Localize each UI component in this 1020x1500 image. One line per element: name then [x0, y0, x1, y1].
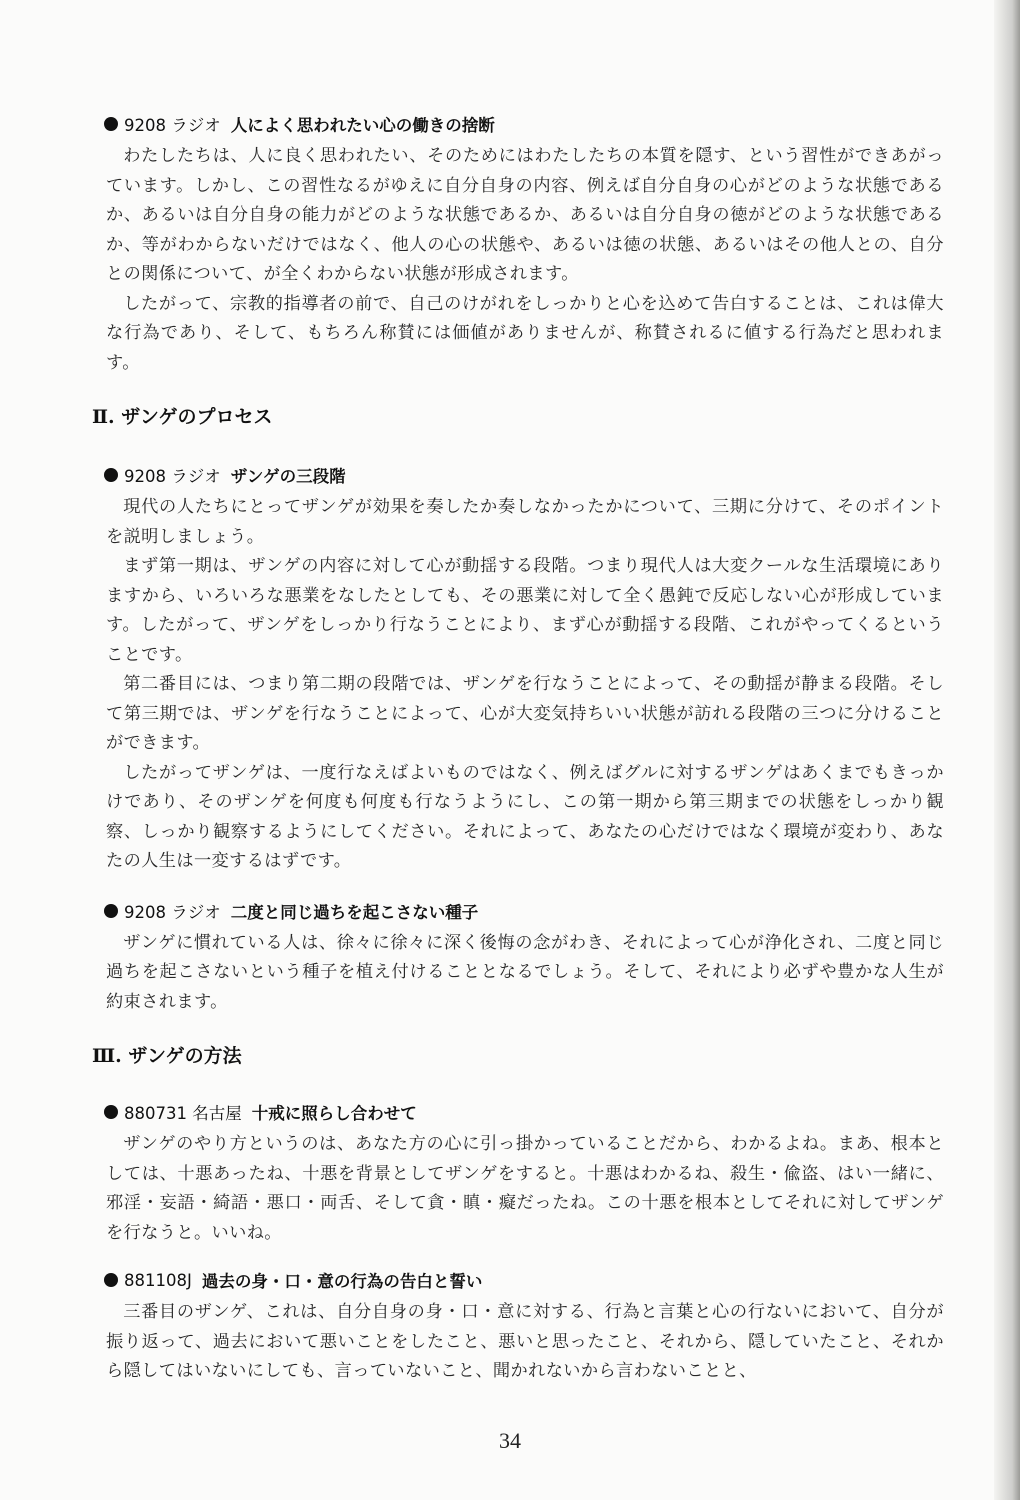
paragraph: したがってザンゲは、一度行なえばよいものではなく、例えばグルに対するザンゲはあくまでもきっかけであり、そのザンゲを何度も何度も行なうようにし、この第一期から第三期までの状態をしっかり観察、しっかり観察するようにしてください。それによって、あなたの心だけではなく環境が変わり、あなたの人生は一変するはずです。	[106, 762, 944, 871]
entry-heading	[104, 1100, 944, 1124]
entry	[94, 112, 944, 378]
entry-title: 二度と同じ過ちを起こさない種子	[230, 902, 479, 922]
section-title: Ⅱ. ザンゲのプロセス	[92, 406, 273, 428]
paragraph: したがって、宗教的指導者の前で、自己のけがれをしっかりと心を込めて告白することは、これは偉大な行為であり、そして、もちろん称賛には価値がありませんが、称賛されるに値する行為だと思われます。	[106, 293, 944, 373]
entry-source-code: 881108J	[124, 1270, 192, 1290]
entry-heading	[104, 899, 944, 923]
bullet-icon	[104, 1105, 118, 1119]
entry-source-code: 9208 ラジオ	[124, 902, 221, 922]
bullet-icon	[104, 904, 118, 918]
entry	[94, 899, 944, 1018]
page-number: 34	[499, 1428, 521, 1453]
paragraph: まず第一期は、ザンゲの内容に対して心が動揺する段階。つまり現代人は大変クールな生活環境にありますから、いろいろな悪業をなしたとしても、その悪業に対して全く愚鈍で反応しない心が形成しています。したがって、ザンゲをしっかり行なうことにより、まず心が動揺する段階、これがやってくるということです。	[106, 556, 944, 665]
entry-heading	[104, 463, 944, 487]
paragraph: わたしたちは、人に良く思われたい、そのためにはわたしたちの本質を隠す、という習性ができあがっています。しかし、この習性なるがゆえに自分自身の内容、例えば自分自身の心がどのような状態であるか、あるいは自分自身の能力がどのような状態であるか、あるいは自分自身の徳がどのような状態であるか、等がわからないだけではなく、他人の心の状態や、あるいは徳の状態、あるいはその他人との、自分との関係について、が全くわからない状態が形成されます。	[106, 146, 944, 284]
entry-heading	[104, 112, 944, 136]
paragraph: 第二番目には、つまり第二期の段階では、ザンゲを行なうことによって、その動揺が静まる段階。そして第三期では、ザンゲを行なうことによって、心が大変気持ちいい状態が訪れる段階の三つに分けることができます。	[106, 674, 944, 753]
entry	[94, 1268, 944, 1387]
paragraph: 現代の人たちにとってザンゲが効果を奏したか奏しなかったかについて、三期に分けて、そのポイントを説明しましょう。	[106, 497, 944, 547]
section-title: Ⅲ. ザンゲの方法	[92, 1045, 242, 1067]
entry-title: ザンゲの三段階	[230, 467, 346, 486]
entry-title: 過去の身・口・意の行為の告白と誓い	[201, 1272, 483, 1291]
paragraph: ザンゲのやり方というのは、あなた方の心に引っ掛かっていることだから、わかるよね。まあ、根本としては、十悪あったね、十悪を背景としてザンゲをすると。十悪はわかるね、殺生・偸盗、はい一緒に、邪淫・妄語・綺語・悪口・両舌、そして貪・瞋・癡だったね。この十悪を根本としてそれに対してザンゲを行なうと。いいね。	[106, 1134, 944, 1243]
paragraph: 三番目のザンゲ、これは、自分自身の身・口・意に対する、行為と言葉と心の行ないにおいて、自分が振り返って、過去において悪いことをしたこと、悪いと思ったこと、それから、隠していたこと、それから隠してはいないにしても、言っていないこと、聞かれないから言わないことと、	[106, 1302, 944, 1381]
bullet-icon	[104, 468, 118, 482]
page-content	[94, 112, 944, 1387]
page-binding-shadow	[994, 0, 1020, 1500]
entry-source-code: 9208 ラジオ	[124, 467, 221, 486]
bullet-icon	[104, 117, 118, 131]
entry-source-code: 880731 名古屋	[124, 1104, 242, 1123]
entry-source-code: 9208 ラジオ	[124, 116, 221, 135]
bullet-icon	[104, 1273, 118, 1287]
entry-title: 人によく思われたい心の働きの捨断	[230, 116, 495, 135]
paragraph: ザンゲに慣れている人は、徐々に徐々に深く後悔の念がわき、それによって心が浄化され、二度と同じ過ちを起こさないという種子を植え付けることとなるでしょう。そして、それにより必ずや豊かな人生が約束されます。	[106, 932, 944, 1012]
entry-title: 十戒に照らし合わせて	[251, 1104, 417, 1123]
entry	[94, 463, 944, 877]
entry-heading	[104, 1268, 944, 1292]
entry	[94, 1100, 944, 1248]
